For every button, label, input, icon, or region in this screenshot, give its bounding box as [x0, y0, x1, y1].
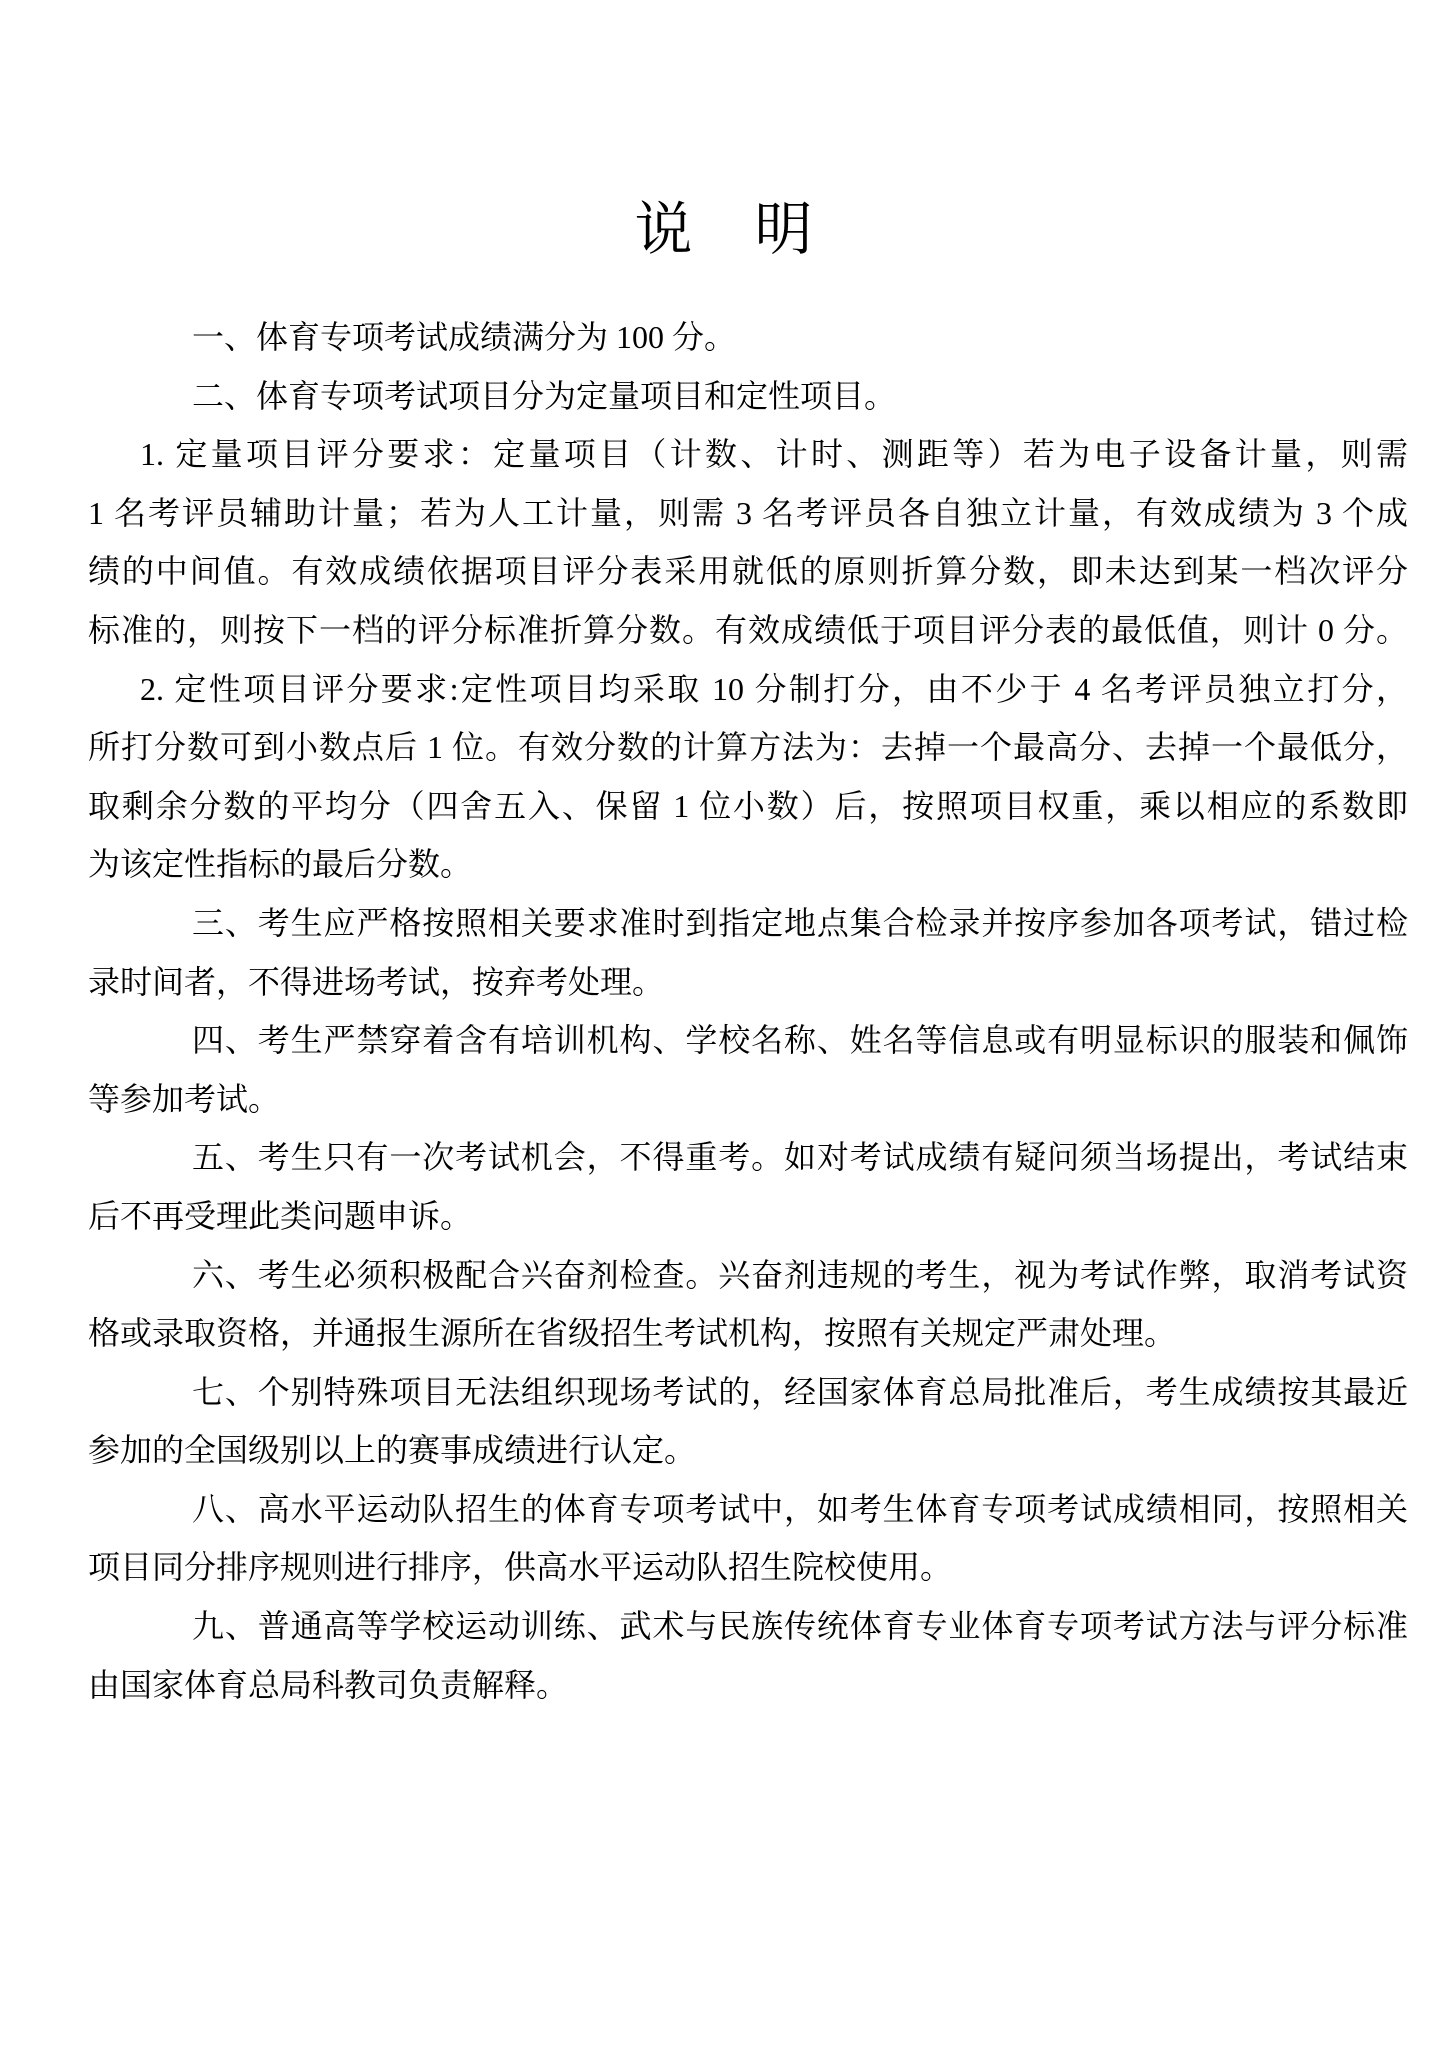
- text-line: 录时间者，不得进场考试，按弃考处理。: [88, 963, 665, 1000]
- text-line: 九、普通高等学校运动训练、武术与民族传统体育专业体育专项考试方法与评分标准: [192, 1608, 1408, 1645]
- text-line: 八、高水平运动队招生的体育专项考试中，如考生体育专项考试成绩相同，按照相关: [192, 1490, 1408, 1527]
- text-line: 参加的全国级别以上的赛事成绩进行认定。: [88, 1432, 697, 1469]
- text-line: 三、考生应严格按照相关要求准时到指定地点集合检录并按序参加各项考试，错过检: [192, 904, 1408, 941]
- body-text: [88, 308, 1408, 1714]
- text-line: 1 名考评员辅助计量；若为人工计量，则需 3 名考评员各自独立计量，有效成绩为 3 个成: [88, 494, 1408, 531]
- text-line: 所打分数可到小数点后 1 位。有效分数的计算方法为：去掉一个最高分、去掉一个最低分，: [88, 729, 1408, 766]
- text-line: 由国家体育总局科教司负责解释。: [88, 1666, 569, 1703]
- text-line: 绩的中间值。有效成绩依据项目评分表采用就低的原则折算分数，即未达到某一档次评分: [88, 553, 1408, 590]
- page-title: 说 明: [634, 197, 815, 262]
- text-line: 项目同分排序规则进行排序，供高水平运动队招生院校使用。: [88, 1549, 953, 1586]
- text-line: 五、考生只有一次考试机会，不得重考。如对考试成绩有疑问须当场提出，考试结束: [192, 1139, 1408, 1176]
- text-line: 为该定性指标的最后分数。: [88, 846, 473, 883]
- text-line: 七、个别特殊项目无法组织现场考试的，经国家体育总局批准后，考生成绩按其最近: [192, 1373, 1408, 1410]
- text-line: 后不再受理此类问题申诉。: [88, 1197, 473, 1234]
- text-line: 二、体育专项考试项目分为定量项目和定性项目。: [192, 377, 897, 414]
- text-line: 六、考生必须积极配合兴奋剂检查。兴奋剂违规的考生，视为考试作弊，取消考试资: [192, 1256, 1408, 1293]
- text-line: 1. 定量项目评分要求：定量项目（计数、计时、测距等）若为电子设备计量，则需: [140, 436, 1408, 473]
- text-line: 格或录取资格，并通报生源所在省级招生考试机构，按照有关规定严肃处理。: [88, 1315, 1177, 1352]
- text-line: 四、考生严禁穿着含有培训机构、学校名称、姓名等信息或有明显标识的服装和佩饰: [192, 1022, 1408, 1059]
- text-line: 一、体育专项考试成绩满分为 100 分。: [192, 319, 737, 355]
- text-line: 等参加考试。: [88, 1080, 281, 1117]
- text-line: 标准的，则按下一档的评分标准折算分数。有效成绩低于项目评分表的最低值，则计 0 分。: [88, 611, 1408, 648]
- text-line: 2. 定性项目评分要求:定性项目均采取 10 分制打分，由不少于 4 名考评员独立打分，: [140, 670, 1408, 707]
- text-line: 取剩余分数的平均分（四舍五入、保留 1 位小数）后，按照项目权重，乘以相应的系数即: [88, 787, 1408, 824]
